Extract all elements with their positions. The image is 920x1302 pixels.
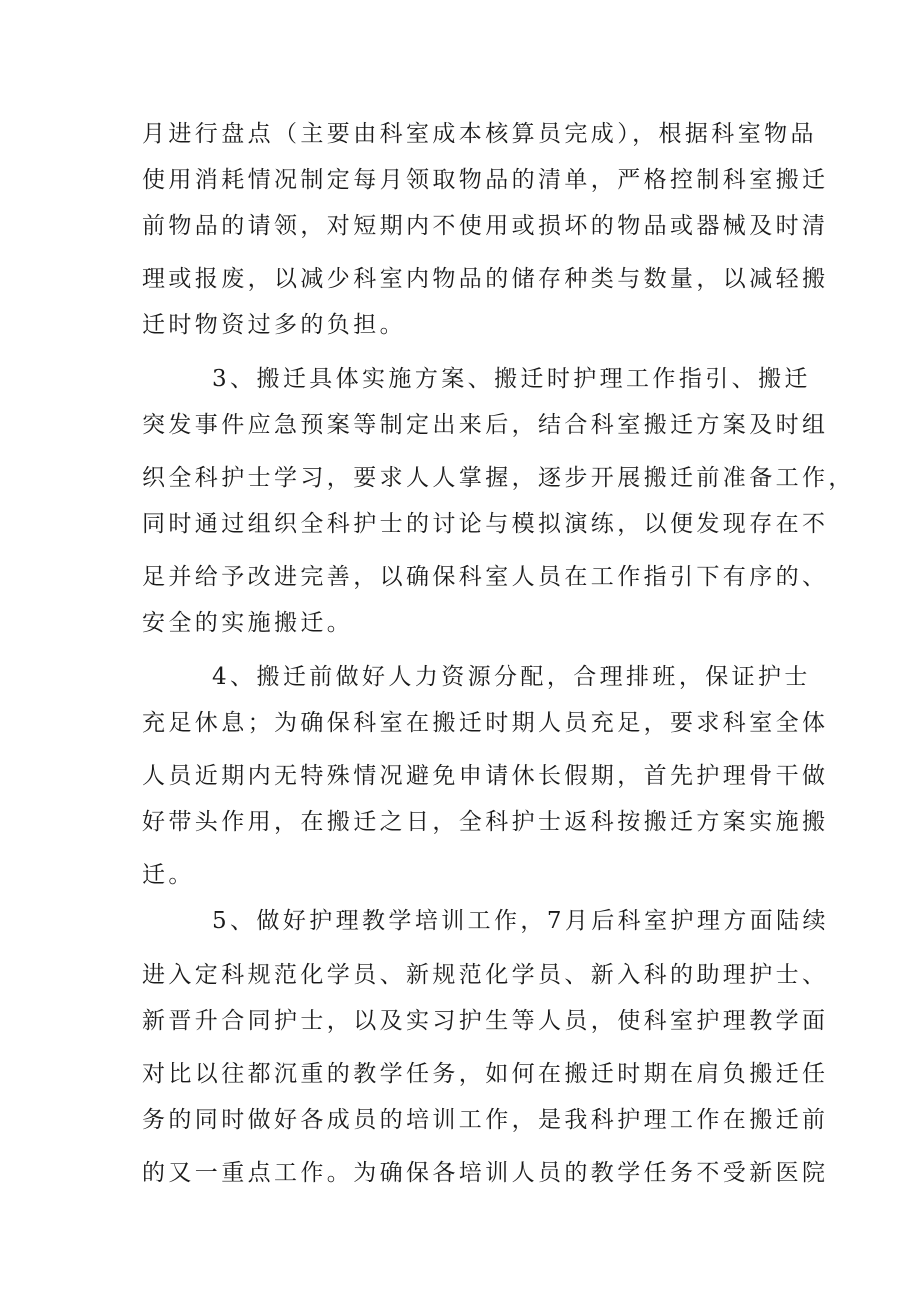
text-line: 织全科护士学习，要求人人掌握，逐步开展搬迁前准备工作， (142, 465, 855, 491)
text-line: 对比以往都沉重的教学任务，如何在搬迁时期在肩负搬迁任 (142, 1061, 829, 1087)
paragraph-first-line: 4、搬迁前做好人力资源分配，合理排班，保证护士 (212, 664, 811, 690)
text-line: 理或报废，以减少科室内物品的储存种类与数量，以减轻搬 (142, 266, 829, 292)
text-line: 人员近期内无特殊情况避免申请休长假期，首先护理骨干做 (142, 763, 829, 789)
text-line: 务的同时做好各成员的培训工作，是我科护理工作在搬迁前 (142, 1107, 829, 1133)
text-line: 同时通过组织全科护士的讨论与模拟演练，以便发现存在不 (142, 511, 829, 537)
text-line: 迁时物资过多的负担。 (142, 312, 406, 338)
text-line: 充足休息；为确保科室在搬迁时期人员充足，要求科室全体 (142, 710, 829, 736)
text-line: 新晋升合同护士，以及实习护生等人员，使科室护理教学面 (142, 1008, 829, 1034)
text-line: 进入定科规范化学员、新规范化学员、新入科的助理护士、 (142, 962, 829, 988)
text-line: 好带头作用，在搬迁之日，全科护士返科按搬迁方案实施搬 (142, 809, 829, 835)
paragraph-first-line: 3、搬迁具体实施方案、搬迁时护理工作指引、搬迁 (212, 366, 811, 392)
paragraph-first-line: 5、做好护理教学培训工作，7月后科室护理方面陆续 (212, 908, 829, 934)
text-line: 前物品的请领，对短期内不使用或损坏的物品或器械及时清 (142, 213, 829, 239)
text-line: 足并给予改进完善，以确保科室人员在工作指引下有序的、 (142, 564, 829, 590)
text-line: 安全的实施搬迁。 (142, 610, 354, 636)
text-line: 迁。 (142, 862, 195, 888)
text-line: 突发事件应急预案等制定出来后，结合科室搬迁方案及时组 (142, 412, 829, 438)
text-line: 月进行盘点（主要由科室成本核算员完成），根据科室物品 (142, 121, 817, 147)
text-line: 使用消耗情况制定每月领取物品的清单，严格控制科室搬迁 (142, 167, 829, 193)
text-line: 的又一重点工作。为确保各培训人员的教学任务不受新医院 (142, 1160, 829, 1186)
